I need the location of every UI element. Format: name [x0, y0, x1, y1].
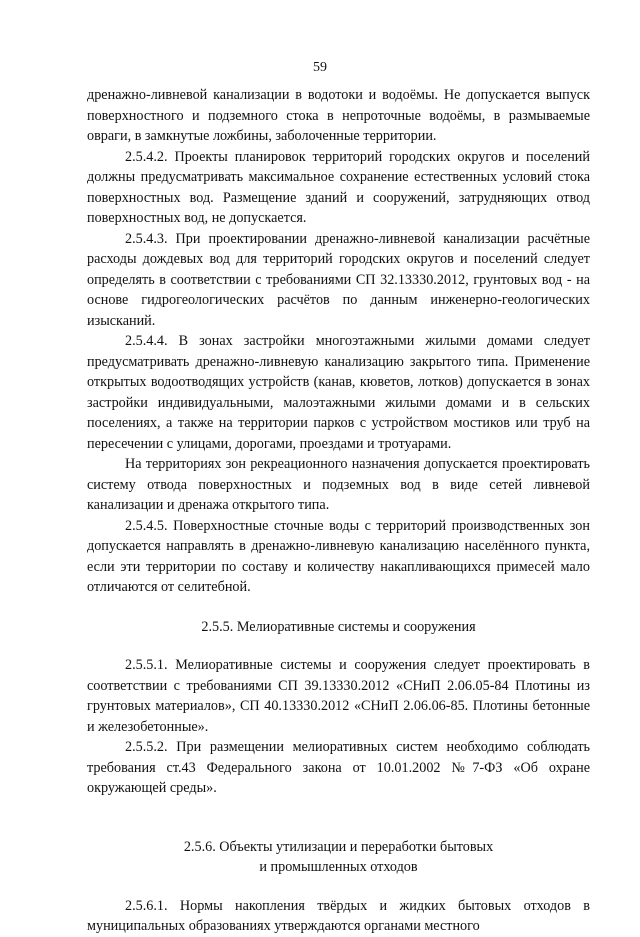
paragraph-2-5-4-3: 2.5.4.3. При проектировании дренажно-ливневой канализации расчётные расходы дождевых вод для территорий городских округов и поселений следует определять в соответствии с требованиями СП 32.13330.2012, грунтовых вод - на основе гидрогеологических расчётов по данным инженерно-геологических изысканий.	[87, 230, 590, 329]
paragraph-continuation: дренажно-ливневой канализации в водотоки и водоёмы. Не допускается выпуск поверхностного и подземного стока в непроточные водоёмы, в размываемые овраги, в замкнутые ложбины, заболоченные территории.	[87, 87, 590, 144]
document-body	[87, 85, 590, 937]
section-heading-line-1: 2.5.6. Объекты утилизации и переработки бытовых	[183, 838, 494, 855]
section-heading-line-2: и промышленных отходов	[259, 859, 418, 875]
paragraph-2-5-6-1: 2.5.6.1. Нормы накопления твёрдых и жидких бытовых отходов в муниципальных образованиях утверждаются органами местного	[87, 897, 590, 934]
paragraph-recreation-zones: На территориях зон рекреационного назначения допускается проектировать систему отвода поверхностных и подземных вод в виде сетей ливневой канализации и дренажа открытого типа.	[87, 456, 590, 513]
paragraph-2-5-5-2: 2.5.5.2. При размещении мелиоративных систем необходимо соблюдать требования ст.43 Федерального закона от 10.01.2002 №7-ФЗ «Об охране окружающей среды».	[87, 739, 590, 796]
page-number: 59	[313, 60, 327, 75]
section-heading-2-5-5: 2.5.5. Мелиоративные системы и сооружения	[201, 618, 476, 635]
paragraph-2-5-4-4: 2.5.4.4. В зонах застройки многоэтажными жилыми домами следует предусматривать дренажно-ливневую канализацию закрытого типа. Применение открытых водоотводящих устройств (канав, кюветов, лотков) допускается в зонах застройки индивидуальными, малоэтажными жилыми домами и в сельских поселениях, а также на территории парков с устройством мостиков или труб на пересечении с улицами, дорогами, проездами и тротуарами.	[87, 333, 590, 452]
section-heading-2-5-6	[87, 837, 590, 878]
paragraph-2-5-5-1: 2.5.5.1. Мелиоративные системы и сооружения следует проектировать в соответствии с требованиями СП 39.13330.2012 «СНиП 2.06.05-84 Плотины из грунтовых материалов», СП 40.13330.2012 «СНиП 2.06.06-85. Плотины бетонные и железобетонные».	[87, 657, 590, 735]
paragraph-2-5-4-2: 2.5.4.2. Проекты планировок территорий городских округов и поселений должны предусматривать максимальное сохранение естественных условий стока поверхностных вод. Размещение зданий и сооружений, затрудняющих отвод поверхностных вод, не допускается.	[87, 148, 590, 226]
paragraph-2-5-4-5: 2.5.4.5. Поверхностные сточные воды с территорий производственных зон допускается направлять в дренажно-ливневую канализацию населённого пункта, если эти территории по составу и количеству накапливающихся примесей мало отличаются от селитебной.	[87, 517, 590, 595]
